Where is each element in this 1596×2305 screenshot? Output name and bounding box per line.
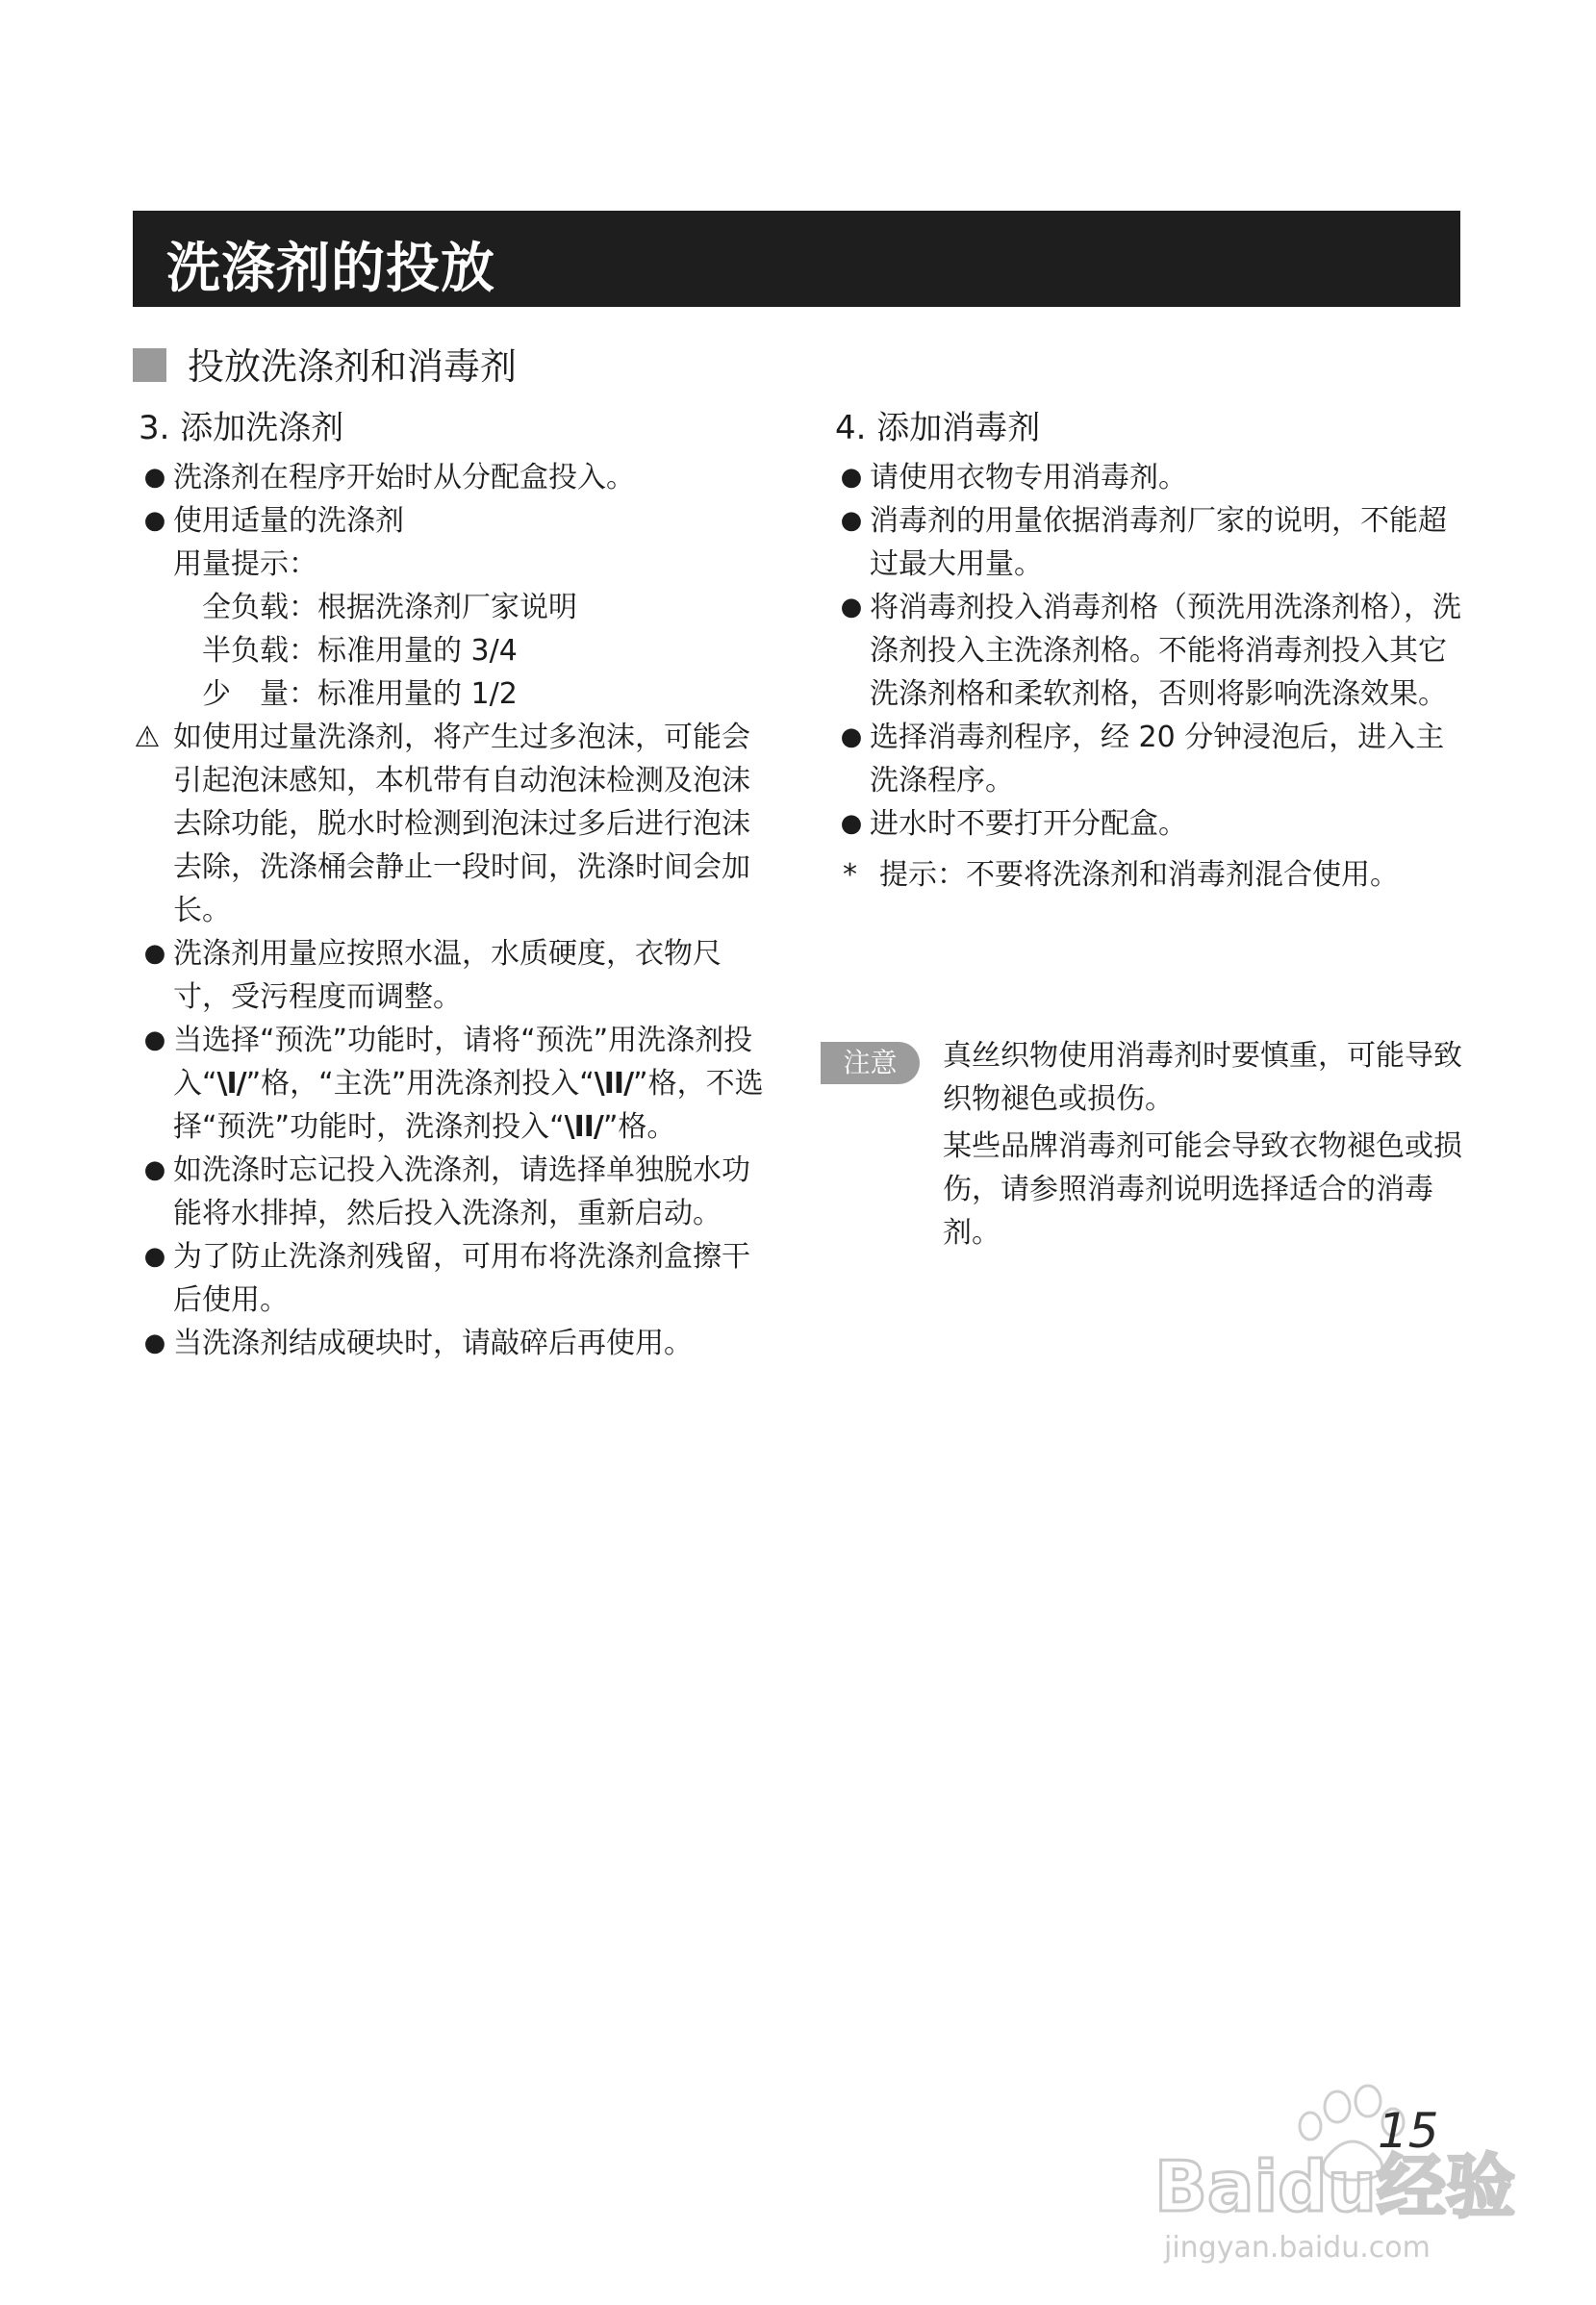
- step-3-heading: 3. 添加洗涤剂: [139, 409, 344, 447]
- item-text: 当洗涤剂结成硬块时，请敲碎后再使用。: [173, 1327, 693, 1360]
- item-text: ”格，不选择“预洗”功能时，洗涤剂投入“: [173, 1067, 764, 1144]
- item-text: 将消毒剂投入消毒剂格（预洗用洗涤剂格），洗涤剂投入主洗涤剂格。不能将消毒剂投入其它洗涤剂格和柔软剂格，否则将影响洗涤效果。: [870, 591, 1461, 711]
- mainwash-compartment-icon: \II/: [564, 1110, 603, 1144]
- section-title: 投放洗涤剂和消毒剂: [188, 345, 518, 388]
- bullet-icon: ●: [840, 722, 863, 751]
- bullet-icon: ●: [840, 809, 863, 838]
- list-item: [133, 1019, 768, 1149]
- warning-icon: ⚠: [134, 721, 161, 754]
- item-text: 洗涤剂用量应按照水温，水质硬度，衣物尺寸，受污程度而调整。: [173, 937, 722, 1014]
- mainwash-compartment-icon: \II/: [594, 1067, 634, 1101]
- tip-text: 提示：不要将洗涤剂和消毒剂混合使用。: [879, 858, 1399, 892]
- list-item: [133, 1322, 768, 1365]
- dosage-hint-label: 用量提示：: [173, 547, 317, 581]
- bullet-icon: ●: [840, 593, 863, 621]
- list-item: [829, 499, 1464, 586]
- bullet-icon: ●: [143, 506, 166, 535]
- step-4-heading: 4. 添加消毒剂: [835, 409, 1041, 447]
- item-text: 消毒剂的用量依据消毒剂厂家的说明，不能超过最大用量。: [870, 504, 1447, 581]
- caution-paragraph-1: 真丝织物使用消毒剂时要慎重，可能导致织物褪色或损伤。: [943, 1039, 1462, 1116]
- watermark-url: jingyan.baidu.com: [1164, 2231, 1431, 2265]
- baidu-jingyan-watermark: [1145, 2066, 1530, 2268]
- item-text: 进水时不要打开分配盒。: [870, 807, 1187, 841]
- bullet-icon: ●: [143, 1026, 166, 1054]
- list-item: [829, 802, 1464, 846]
- item-text: 当选择“预洗”功能时，请将“预洗”用洗涤剂投入“: [173, 1024, 753, 1101]
- prewash-compartment-icon: \I/: [216, 1067, 246, 1101]
- bullet-icon: ●: [143, 463, 166, 492]
- tip-note: [829, 853, 1464, 897]
- caution-text: [943, 1034, 1482, 1254]
- section-marker: [133, 348, 166, 382]
- item-text: 使用适量的洗涤剂: [173, 504, 404, 538]
- list-item: [133, 1235, 768, 1322]
- bullet-icon: ●: [143, 1155, 166, 1184]
- item-text: ”格，“主洗”用洗涤剂投入“: [245, 1067, 595, 1101]
- item-text: 请使用衣物专用消毒剂。: [870, 461, 1187, 494]
- page-title-bar: [133, 211, 1460, 307]
- item-text: 为了防止洗涤剂残留，可用布将洗涤剂盒擦干后使用。: [173, 1240, 750, 1317]
- list-item: [133, 932, 768, 1019]
- bullet-icon: ●: [143, 1329, 166, 1357]
- bullet-icon: ●: [840, 506, 863, 535]
- list-item: [829, 586, 1464, 716]
- item-text: 洗涤剂在程序开始时从分配盒投入。: [173, 461, 635, 494]
- item-text: 选择消毒剂程序，经 20 分钟浸泡后，进入主洗涤程序。: [870, 721, 1445, 798]
- asterisk-icon: *: [843, 858, 857, 892]
- item-text: ”格。: [602, 1110, 676, 1144]
- list-item: [829, 456, 1464, 499]
- list-item: [829, 716, 1464, 802]
- page-number: 15: [1378, 2103, 1439, 2159]
- list-item: [133, 456, 768, 499]
- page-title: 洗涤剂的投放: [166, 238, 495, 300]
- bullet-icon: ●: [143, 939, 166, 968]
- dosage-small-load: 少 量：标准用量的 1/2: [202, 677, 518, 711]
- warning-item: [133, 716, 768, 932]
- warning-text: 如使用过量洗涤剂，将产生过多泡沫，可能会引起泡沫感知，本机带有自动泡沫检测及泡沫去除功能，脱水时检测到泡沫过多后进行泡沫去除，洗涤桶会静止一段时间，洗涤时间会加长。: [173, 721, 750, 927]
- right-column: [829, 404, 1464, 897]
- bullet-icon: ●: [143, 1242, 166, 1271]
- bullet-icon: ●: [840, 463, 863, 492]
- list-item: [133, 499, 768, 543]
- list-item: [133, 1149, 768, 1235]
- watermark-brand: Baidu经验: [1154, 2146, 1515, 2227]
- caution-badge: 注意: [821, 1042, 920, 1084]
- dosage-half-load: 半负载：标准用量的 3/4: [202, 634, 518, 668]
- item-text: 如洗涤时忘记投入洗涤剂，请选择单独脱水功能将水排掉，然后投入洗涤剂，重新启动。: [173, 1153, 750, 1230]
- left-column: [133, 404, 768, 1365]
- caution-paragraph-2: 某些品牌消毒剂可能会导致衣物褪色或损伤，请参照消毒剂说明选择适合的消毒剂。: [943, 1129, 1462, 1250]
- dosage-full-load: 全负载：根据洗涤剂厂家说明: [202, 591, 577, 624]
